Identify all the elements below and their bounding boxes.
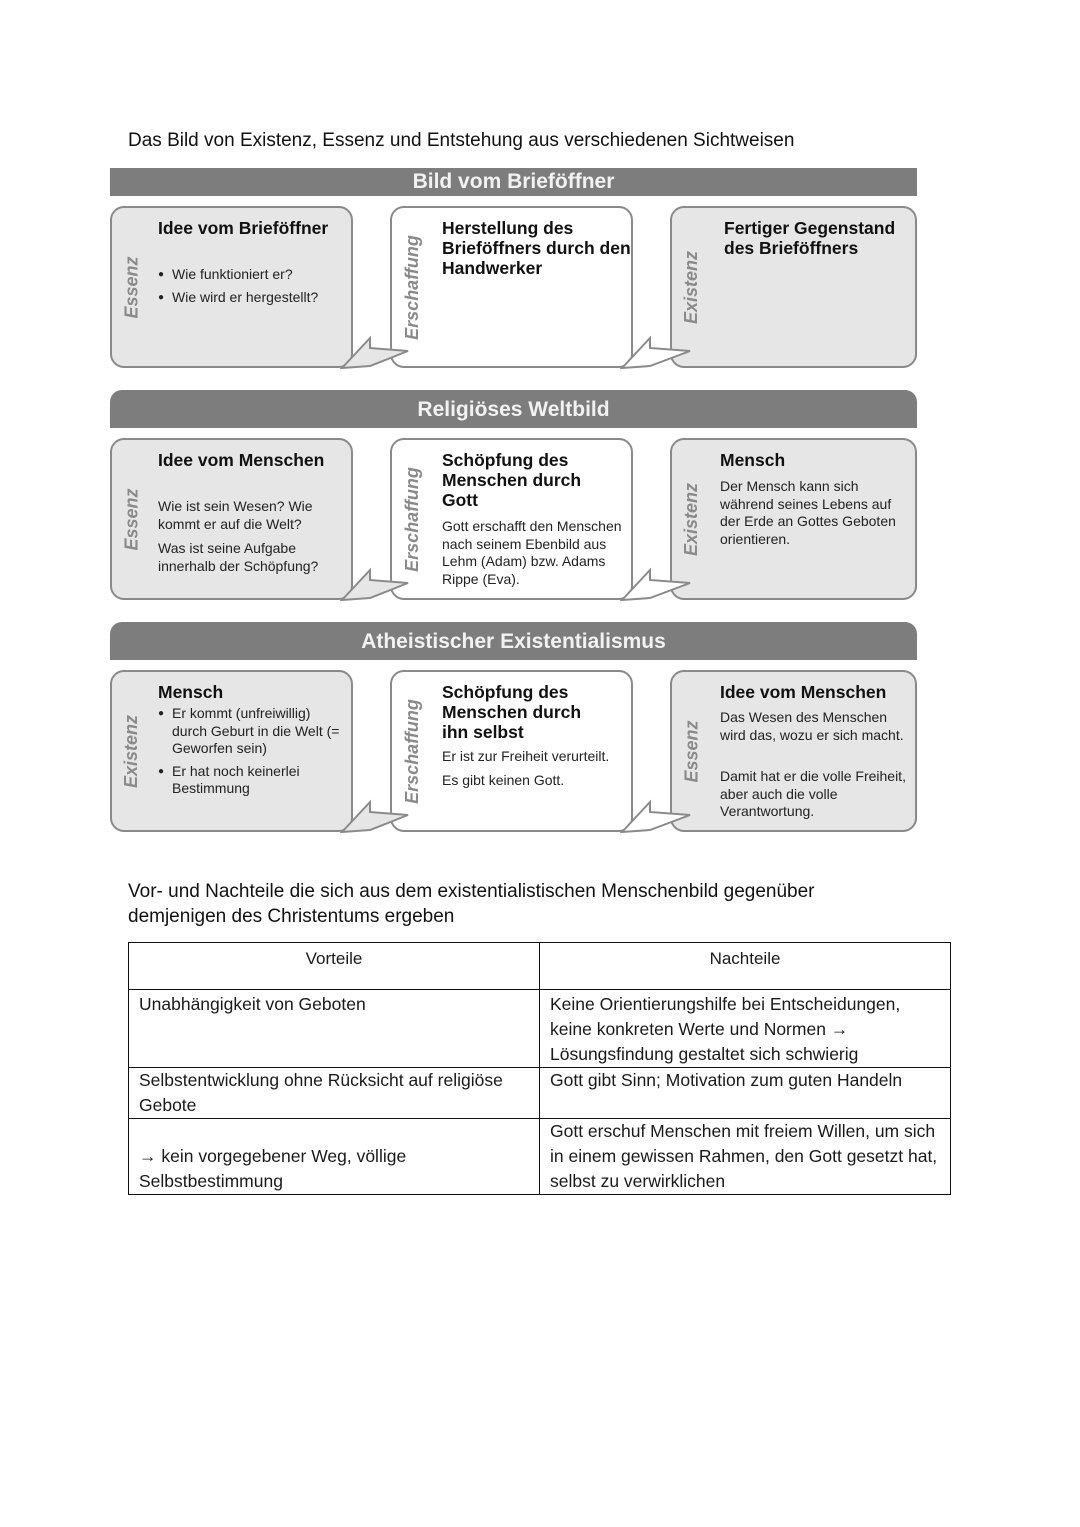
comparison-heading: Vor- und Nachteile die sich aus dem existentialistischen Menschenbild gegenüber demjenigen des Christentums ergeben	[128, 881, 815, 927]
table-cell: Keine Orientierungshilfe bei Entscheidungen, keine konkreten Werte und Normen → Lösungsfindung gestaltet sich schwierig	[540, 990, 951, 1068]
section-banner-atheistisch: Atheistischer Existentialismus	[110, 622, 917, 660]
table-cell: Unabhängigkeit von Geboten	[129, 990, 540, 1068]
card-title: Fertiger Gegenstand des Brieföffners	[724, 218, 896, 258]
card-essenz-brieföffner	[110, 206, 353, 368]
card-erschaffung-brieföffner	[390, 206, 633, 368]
card-side-label: Erschaffung	[401, 234, 422, 340]
card-text: Das Wesen des Menschen wird das, wozu er sich macht.	[720, 709, 904, 743]
card-existenz-brieföffner	[670, 206, 917, 368]
card-side-label: Erschaffung	[401, 466, 422, 572]
table-cell: Gott erschuf Menschen mit freiem Willen, um sich in einem gewissen Rahmen, den Gott gesetzt hat, selbst zu verwirklichen	[540, 1119, 951, 1195]
table-row	[129, 1119, 951, 1195]
card-erschaffung-religiös	[390, 438, 633, 600]
card-side-label: Essenz	[681, 719, 702, 783]
card-text: Wie ist sein Wesen? Wie kommt er auf die Welt?	[158, 498, 313, 532]
card-text: Gott erschafft den Menschen nach seinem Ebenbild aus Lehm (Adam) bzw. Adams Rippe (Eva).	[442, 518, 622, 587]
card-title: Schöpfung des Menschen durch ihn selbst	[442, 682, 582, 742]
card-essenz-atheistisch	[670, 670, 917, 832]
section-banner-religiös: Religiöses Weltbild	[110, 390, 917, 428]
card-bullets	[158, 705, 348, 803]
card-title: Mensch	[720, 450, 786, 470]
card-text: Es gibt keinen Gott.	[442, 772, 565, 788]
table-row	[129, 990, 951, 1068]
card-side-label: Existenz	[681, 250, 702, 324]
arrow-right-icon	[620, 782, 700, 842]
bullet-item: ● Er kommt (unfreiwillig) durch Geburt in die Welt (= Geworfen sein)	[158, 705, 348, 758]
bullet-item: ● Wie funktioniert er?	[158, 266, 353, 284]
card-title: Idee vom Menschen	[720, 682, 887, 702]
card-erschaffung-atheistisch	[390, 670, 633, 832]
bullet-item: ● Er hat noch keinerlei Bestimmung	[158, 763, 348, 798]
column-header-vorteile: Vorteile	[129, 943, 540, 990]
card-text: Was ist seine Aufgabe innerhalb der Schöpfung?	[158, 540, 319, 574]
card-text: Damit hat er die volle Freiheit, aber auch die volle Verantwortung.	[720, 768, 906, 819]
bullet-item: ● Wie wird er hergestellt?	[158, 289, 353, 307]
section-banner-brieföffner: Bild vom Brieföffner	[110, 168, 917, 196]
card-existenz-atheistisch	[110, 670, 353, 832]
table-cell: → kein vorgegebener Weg, völlige Selbstbestimmung	[129, 1119, 540, 1195]
card-text: Er ist zur Freiheit verurteilt.	[442, 748, 610, 764]
card-title: Mensch	[158, 682, 224, 702]
table-header-row	[129, 943, 951, 990]
card-bullets	[158, 266, 353, 311]
arrow-right-icon	[620, 550, 700, 610]
page-heading: Das Bild von Existenz, Essenz und Entstehung aus verschiedenen Sichtweisen	[128, 130, 795, 151]
card-title: Idee vom Brieföffner	[158, 218, 329, 238]
table-row	[129, 1068, 951, 1119]
card-side-label: Essenz	[121, 487, 142, 551]
card-side-label: Existenz	[681, 482, 702, 556]
card-title: Schöpfung des Menschen durch Gott	[442, 450, 582, 510]
card-side-label: Existenz	[121, 714, 142, 788]
arrow-right-icon	[340, 782, 420, 842]
card-title: Idee vom Menschen	[158, 450, 325, 470]
arrow-right-icon	[620, 318, 700, 378]
card-side-label: Erschaffung	[401, 698, 422, 804]
arrow-right-icon	[340, 550, 420, 610]
table-cell: Selbstentwicklung ohne Rücksicht auf religiöse Gebote	[129, 1068, 540, 1119]
table-cell: Gott gibt Sinn; Motivation zum guten Handeln	[540, 1068, 951, 1119]
card-text: Der Mensch kann sich während seines Lebens auf der Erde an Gottes Geboten orientieren.	[720, 478, 896, 547]
card-title: Herstellung des Brieföffners durch den Handwerker	[442, 218, 631, 278]
card-side-label: Essenz	[121, 255, 142, 319]
arrow-right-icon	[340, 318, 420, 378]
comparison-table	[128, 942, 951, 1195]
card-essenz-religiös	[110, 438, 353, 600]
column-header-nachteile: Nachteile	[540, 943, 951, 990]
card-existenz-religiös	[670, 438, 917, 600]
